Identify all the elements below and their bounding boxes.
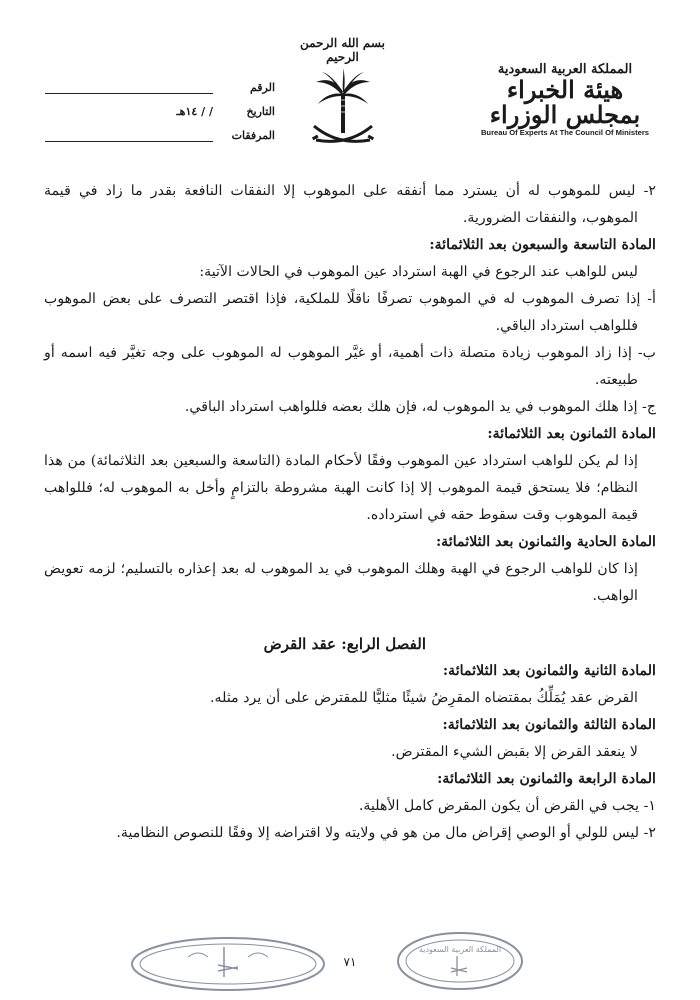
bureau-name-english: Bureau Of Experts At The Council Of Ministers [480, 128, 650, 138]
reference-number-label: الرقم [249, 81, 275, 94]
article-379-item-c: ج- إذا هلك الموهوب في يد الموهوب له، فإن هلك بعضه فللواهب استرداد الباقي. [184, 399, 656, 415]
document-body [44, 178, 656, 847]
article-379-intro: ليس للواهب عند الرجوع في الهبة استرداد عين الموهوب في الحالات الآتية: [199, 264, 638, 280]
article-379-title: المادة التاسعة والسبعون بعد الثلاثمائة: [429, 237, 656, 253]
bureau-name-arabic: هيئة الخبراء بمجلس الوزراء [489, 75, 641, 130]
article-380-text: إذا لم يكن للواهب استرداد عين الموهوب وفقًا لأحكام المادة (التاسعة والسبعين بعد الثلاثمائة) من هذا النظام؛ فلا يستحق قيمة الموهوب إلا إذا كانت الهبة مشروطة بالتزامٍ وأخل به الموهوب له؛ فللواهب قيمة الموهوب وقت سقوط حقه في استرداده. [44, 453, 638, 523]
chapter-title: الفصل الرابع: عقد القرض [263, 635, 426, 653]
attachments-label: المرفقات [231, 129, 275, 142]
article-383-title: المادة الثالثة والثمانون بعد الثلاثمائة: [442, 717, 656, 733]
article-380-title: المادة الثمانون بعد الثلاثمائة: [487, 426, 656, 442]
letterhead-organization [470, 62, 660, 137]
kingdom-name: المملكة العربية السعودية [497, 62, 633, 77]
palm-swords-emblem-icon [308, 66, 378, 156]
reference-number-line [45, 81, 213, 94]
page-number: ٧١ [343, 955, 357, 969]
article-384-item-2: ٢- ليس للولي أو الوصي إقراض مال من هو في ولايته ولا اقتراضه إلا وفقًا للنصوص النظامية. [116, 825, 656, 841]
paragraph-expenses: ٢- ليس للموهوب له أن يسترد مما أنفقه على الموهوب إلا النفقات النافعة بقدر ما زاد في قيمة الموهوب، والنفقات الضرورية. [44, 183, 656, 226]
basmala: بسم الله الرحمن الرحيم [300, 36, 385, 64]
date-label: التاريخ [246, 105, 275, 118]
article-379-item-b: ب- إذا زاد الموهوب زيادة متصلة ذات أهمية، أو غيَّر الموهوب له الموهوب على وجه تغيَّر فيه اسمه أو طبيعته. [44, 345, 656, 388]
stamp-right-text: المملكة العربية السعودية [418, 945, 502, 954]
article-382-title: المادة الثانية والثمانون بعد الثلاثمائة: [442, 663, 656, 679]
article-383-text: لا ينعقد القرض إلا بقبض الشيء المقترض. [391, 744, 638, 760]
attachments-line [45, 129, 213, 142]
article-379-item-a: أ- إذا تصرف الموهوب له في الموهوب تصرفًا ناقلًا للملكية، فإذا اقتصر التصرف على بعض الموهوب فللواهب استرداد الباقي. [44, 291, 656, 334]
reference-block [45, 70, 275, 142]
letterhead-emblem [290, 36, 395, 160]
date-value: / / ١٤هـ [176, 105, 213, 118]
date-row [45, 94, 275, 118]
article-382-text: القرض عقد يُمَلِّكُ بمقتضاه المقرِضُ شيئًا مثليًّا للمقترض على أن يرد مثله. [210, 690, 638, 706]
article-381-text: إذا كان للواهب الرجوع في الهبة وهلك الموهوب في يد الموهوب له بعد إعذاره بالتسليم؛ لزمه تعويض الواهب. [44, 561, 638, 604]
reference-number-row [45, 70, 275, 94]
attachments-row [45, 118, 275, 142]
article-381-title: المادة الحادية والثمانون بعد الثلاثمائة: [435, 534, 656, 550]
article-384-item-1: ١- يجب في القرض أن يكون المقرض كامل الأهلية. [358, 798, 656, 814]
article-384-title: المادة الرابعة والثمانون بعد الثلاثمائة: [437, 771, 656, 787]
